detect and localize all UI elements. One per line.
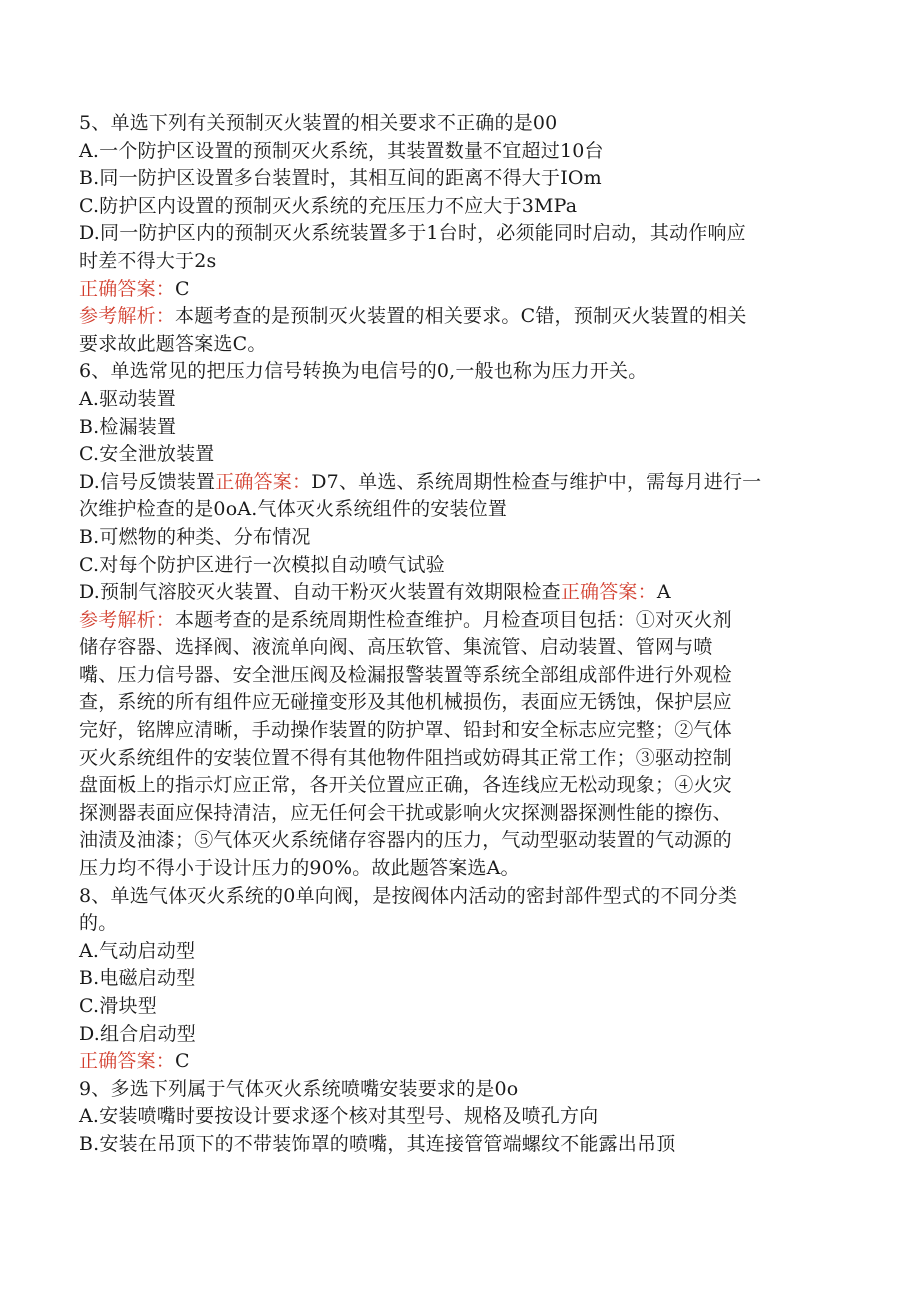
text-line <box>79 883 841 911</box>
text-segment: D.预制气溶胶灭火装置、自动干粉灭火装置有效期限检查 <box>79 581 561 604</box>
text-line <box>79 607 841 635</box>
text-line <box>79 331 841 359</box>
text-line <box>79 993 841 1021</box>
text-line <box>79 303 841 331</box>
document-body <box>79 110 841 1159</box>
text-line <box>79 165 841 193</box>
text-segment: 要求故此题答案选C。 <box>79 332 267 355</box>
answer-label: 正确答案： <box>215 470 312 493</box>
answer-label: 正确答案： <box>560 581 657 604</box>
text-segment: 的。 <box>79 912 118 935</box>
text-segment: B.安装在吊顶下的不带装饰罩的喷嘴，其连接管管端螺纹不能露出吊顶 <box>79 1132 676 1155</box>
text-segment: 6、单选常见的把压力信号转换为电信号的0,一般也称为压力开关。 <box>79 360 648 383</box>
text-line <box>79 772 841 800</box>
text-segment: 9、多选下列属于气体灭火系统喷嘴安装要求的是0o <box>79 1077 519 1100</box>
text-segment: A.驱动装置 <box>79 387 176 410</box>
text-line <box>79 800 841 828</box>
text-segment: 时差不得大于2s <box>79 249 217 272</box>
text-line <box>79 469 841 497</box>
text-segment: C.防护区内设置的预制灭火系统的充压压力不应大于3MPa <box>79 194 578 217</box>
text-line <box>79 662 841 690</box>
answer-label: 参考解析： <box>79 608 176 631</box>
text-line <box>79 414 841 442</box>
text-line <box>79 1048 841 1076</box>
text-segment: 次维护检查的是0oA.气体灭火系统组件的安装位置 <box>79 498 508 521</box>
text-segment: A <box>656 581 671 604</box>
text-segment: B.可燃物的种类、分布情况 <box>79 525 311 548</box>
text-line <box>79 1076 841 1104</box>
text-line <box>79 965 841 993</box>
text-segment: C.对每个防护区进行一次模拟自动喷气试验 <box>79 553 445 576</box>
text-line <box>79 634 841 662</box>
text-line <box>79 1021 841 1049</box>
text-line <box>79 358 841 386</box>
text-line <box>79 910 841 938</box>
text-segment: 本题考查的是系统周期性检查维护。月检查项目包括：①对灭火剂 <box>175 608 732 631</box>
text-line <box>79 441 841 469</box>
text-segment: C <box>175 1050 190 1073</box>
text-segment: 本题考查的是预制灭火装置的相关要求。C错，预制灭火装置的相关 <box>175 305 747 328</box>
text-segment: 查，系统的所有组件应无碰撞变形及其他机械损伤，表面应无锈蚀，保护层应 <box>79 691 732 714</box>
text-line <box>79 220 841 248</box>
text-line <box>79 827 841 855</box>
text-line <box>79 110 841 138</box>
text-segment: A.安装喷嘴时要按设计要求逐个核对其型号、规格及喷孔方向 <box>79 1105 599 1128</box>
text-line <box>79 717 841 745</box>
text-segment: B.电磁启动型 <box>79 967 196 990</box>
answer-label: 正确答案： <box>79 1050 176 1073</box>
text-segment: D.组合启动型 <box>79 1022 196 1045</box>
text-segment: D7、单选、系统周期性检查与维护中，需每月进行一 <box>311 470 762 493</box>
text-line <box>79 524 841 552</box>
text-line <box>79 276 841 304</box>
text-segment: D.信号反馈装置 <box>79 470 216 493</box>
text-line <box>79 552 841 580</box>
text-line <box>79 496 841 524</box>
answer-label: 正确答案： <box>79 277 176 300</box>
text-line <box>79 138 841 166</box>
text-line <box>79 855 841 883</box>
text-segment: 完好，铭牌应清晰，手动操作装置的防护罩、铅封和安全标志应完整；②气体 <box>79 719 732 742</box>
text-segment: 灭火系统组件的安装位置不得有其他物件阻挡或妨碍其正常工作；③驱动控制 <box>79 746 732 769</box>
text-line <box>79 745 841 773</box>
text-segment: 探测器表面应保持清洁，应无任何会干扰或影响火灾探测器探测性能的擦伤、 <box>79 801 732 824</box>
text-segment: 压力均不得小于设计压力的90%。故此题答案选A。 <box>79 857 520 880</box>
text-line <box>79 193 841 221</box>
text-segment: D.同一防护区内的预制灭火系统装置多于1台时，必须能同时启动，其动作响应 <box>79 222 746 245</box>
answer-label: 参考解析： <box>79 305 176 328</box>
text-segment: 盘面板上的指示灯应正常，各开关位置应正确，各连线应无松动现象；④火灾 <box>79 774 732 797</box>
text-segment: C.滑块型 <box>79 995 157 1017</box>
text-segment: A.一个防护区设置的预制灭火系统，其装置数量不宜超过10台 <box>79 139 604 162</box>
text-segment: B.同一防护区设置多台装置时，其相互间的距离不得大于IOm <box>79 167 602 190</box>
text-segment: 5、单选下列有关预制灭火装置的相关要求不正确的是00 <box>79 112 558 134</box>
text-segment: 嘴、压力信号器、安全泄压阀及检漏报警装置等系统全部组成部件进行外观检 <box>79 663 732 686</box>
text-line <box>79 386 841 414</box>
text-segment: 储存容器、选择阀、液流单向阀、高压软管、集流管、启动装置、管网与喷 <box>79 636 713 659</box>
text-line <box>79 689 841 717</box>
text-line <box>79 1103 841 1131</box>
text-segment: C.安全泄放装置 <box>79 443 215 466</box>
text-segment: 油渍及油漆；⑤气体灭火系统储存容器内的压力，气动型驱动装置的气动源的 <box>79 829 732 852</box>
text-line <box>79 579 841 607</box>
text-line <box>79 248 841 276</box>
text-segment: A.气动启动型 <box>79 939 196 962</box>
text-line <box>79 938 841 966</box>
text-segment: 8、单选气体灭火系统的0单向阀，是按阀体内活动的密封部件型式的不同分类 <box>79 884 738 907</box>
text-segment: C <box>175 277 190 300</box>
text-segment: B.检漏装置 <box>79 415 177 438</box>
text-line <box>79 1131 841 1159</box>
